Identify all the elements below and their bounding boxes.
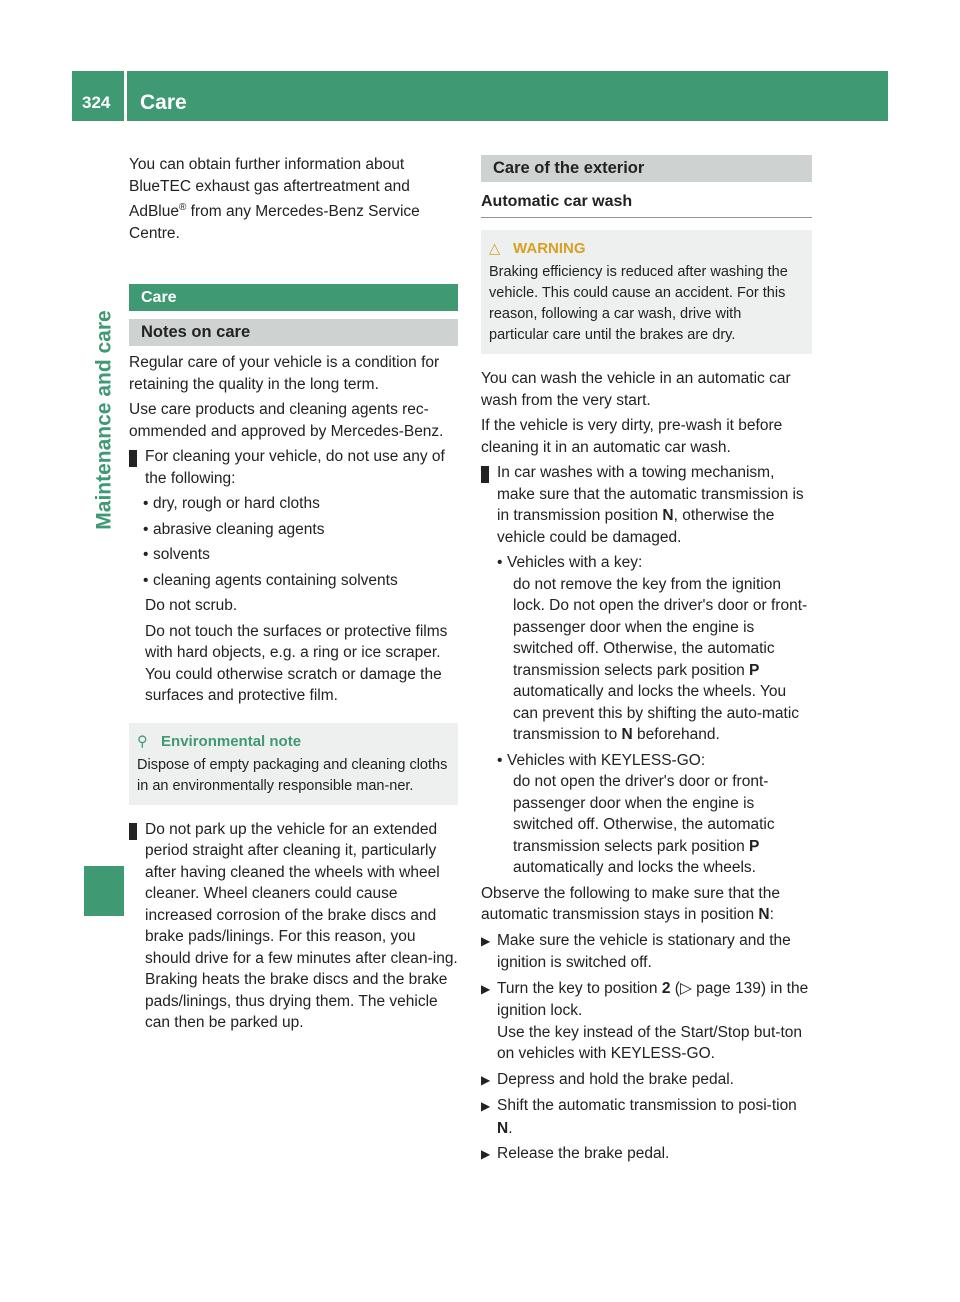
- warning-box: [481, 230, 812, 354]
- intro-paragraph: You can obtain further information about BlueTEC exhaust gas aftertreatment and AdBlue® from any Mercedes-Benz Service Centre.: [129, 156, 420, 242]
- caution-icon: !: [481, 466, 489, 483]
- care-paragraph-1: Regular care of your vehicle is a condition for retaining the quality in the long term.: [129, 354, 440, 393]
- step-item: ▶ Release the brake pedal.: [481, 1143, 812, 1166]
- header-separator: [124, 71, 127, 121]
- bullet-icon: •: [143, 546, 149, 564]
- caution-icon: !: [129, 823, 137, 840]
- step-item: ▶ Make sure the vehicle is stationary and the ignition is switched off.: [481, 931, 791, 971]
- instruction-steps: [481, 930, 812, 1166]
- bullet-icon: •: [143, 520, 149, 538]
- list-item: • solvents: [129, 544, 458, 566]
- list-item: • dry, rough or hard cloths: [129, 493, 458, 515]
- arrow-right-icon: ▶: [481, 933, 491, 948]
- arrow-right-icon: ▶: [481, 1072, 491, 1087]
- page-number: 324: [82, 93, 111, 112]
- environmental-note-text: Dispose of empty packaging and cleaning cloths in an environmentally responsible man-ner.: [137, 756, 448, 794]
- bullet-icon: •: [143, 495, 149, 513]
- automatic-car-wash-heading: Automatic car wash: [481, 190, 812, 218]
- list-item: • abrasive cleaning agents: [129, 519, 458, 541]
- list-item: • cleaning agents containing solvents: [129, 570, 458, 592]
- side-tab-label: Maintenance and care: [92, 310, 116, 530]
- do-not-touch: Do not touch the surfaces or protective films with hard objects, e.g. a ring or ice scraper. You could otherwise scratch or damage the surfaces and protective film.: [145, 622, 448, 705]
- right-column: [474, 155, 812, 1170]
- step-item: ▶ Turn the key to position 2 (▷ page 139) in the ignition lock. Use the key instead of the Start/Stop but-ton on vehicles with KEYLESS-GO.: [481, 979, 809, 1062]
- section-heading-care: Care: [129, 284, 458, 311]
- observe-paragraph: Observe the following to make sure that the automatic transmission stays in position N:: [481, 884, 780, 923]
- do-not-scrub: Do not scrub.: [145, 597, 238, 615]
- leaf-icon: ⚲: [137, 733, 148, 750]
- bullet-icon: •: [497, 554, 503, 571]
- side-tab-marker: [84, 866, 124, 916]
- environmental-note: [129, 723, 458, 805]
- step-item: ▶ Shift the automatic transmission to posi-tion N.: [481, 1097, 797, 1137]
- warning-title: WARNING: [513, 240, 586, 257]
- notes-on-care-heading: Notes on care: [129, 319, 458, 346]
- car-wash-paragraph-2: If the vehicle is very dirty, pre-wash it before cleaning it in an automatic car wash.: [481, 417, 783, 456]
- environmental-note-title: Environmental note: [161, 732, 302, 750]
- warning-text: Braking efficiency is reduced after washing the vehicle. This could cause an accident. For this reason, following a car wash, drive with particular care until the brakes are dry.: [489, 264, 788, 343]
- arrow-right-icon: ▶: [481, 981, 491, 996]
- warning-triangle-icon: △: [489, 241, 501, 257]
- keyless-go-item: • Vehicles with KEYLESS-GO: do not open the driver's door or front-passenger door when the engine is switched off. Otherwise, the automatic transmission selects park position P automatically and locks the wheels.: [497, 751, 775, 876]
- page-reference-link[interactable]: (▷ page 139) in the ignition lock.: [497, 979, 809, 1019]
- left-column: [122, 154, 458, 1038]
- vehicle-key-item: • Vehicles with a key: do not remove the key from the ignition lock. Do not open the driver's door or front-passenger door when the engine is switched off. Otherwise, the automatic transmission selects park position P automatically and locks the wheels. You can prevent this by shifting the auto-matic transmission to N beforehand.: [497, 554, 808, 743]
- chapter-title: Care: [140, 91, 187, 114]
- arrow-right-icon: ▶: [481, 1099, 491, 1113]
- bullet-icon: •: [497, 751, 503, 769]
- avoid-list: [129, 493, 458, 591]
- caution-towing: ! In car washes with a towing mechanism, make sure that the automatic transmission is in transmission position N, otherwise the vehicle could be damaged.: [474, 464, 804, 546]
- car-wash-paragraph-1: You can wash the vehicle in an automatic car wash from the very start.: [481, 370, 791, 409]
- caution-icon: !: [129, 450, 137, 467]
- step-item: ▶ Depress and hold the brake pedal.: [481, 1069, 812, 1092]
- caution-cleaning: ! For cleaning your vehicle, do not use any of the following:: [122, 448, 445, 487]
- caution-parking: ! Do not park up the vehicle for an extended period straight after cleaning it, particularly after having cleaned the wheels with wheel cleaner. Wheel cleaners could cause increased corrosion of the brake discs and brake pads/linings. For this reason, you should drive for a few minutes after clean-ing. Braking heats the brake discs and the brake pads/linings, thus drying them. The vehicle can then be parked up.: [122, 820, 458, 1032]
- header-bar: [72, 71, 888, 121]
- bullet-icon: •: [143, 571, 149, 589]
- arrow-right-icon: ▶: [481, 1147, 491, 1161]
- care-exterior-heading: Care of the exterior: [481, 155, 812, 182]
- care-paragraph-2: Use care products and cleaning agents rec-ommended and approved by Mercedes-Benz.: [129, 401, 444, 440]
